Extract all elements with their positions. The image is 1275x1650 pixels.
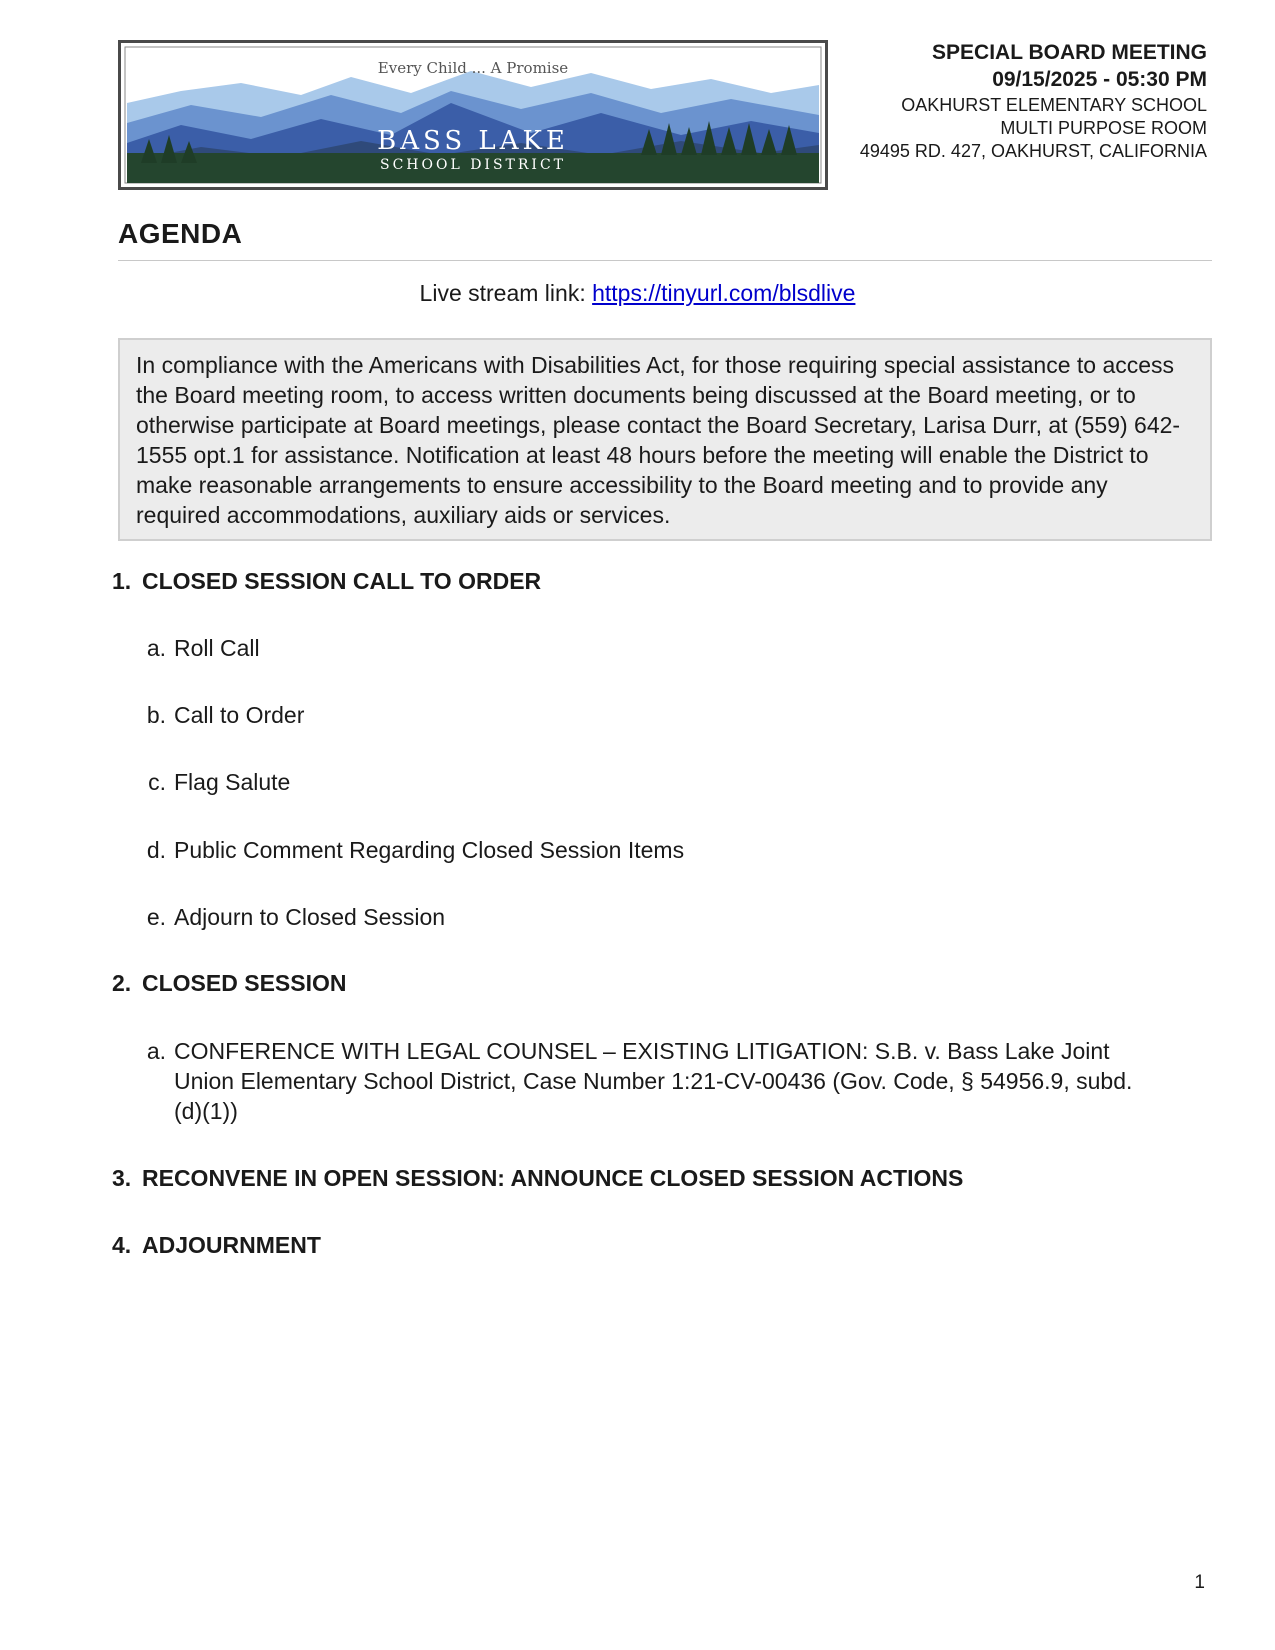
item-text: Flag Salute: [174, 769, 291, 795]
item-letter: a.: [146, 635, 166, 661]
live-stream-label: Live stream link:: [419, 280, 593, 306]
title-divider: [118, 260, 1212, 261]
meeting-address: 49495 RD. 427, OAKHURST, CALIFORNIA: [859, 140, 1207, 161]
meeting-info: [860, 40, 1207, 163]
agenda-item: [140, 902, 1164, 932]
section-number: 1.: [112, 568, 132, 594]
ada-notice: In compliance with the Americans with Disabilities Act, for those requiring special assistance to access the Board meeting room, to access written documents being discussed at the Board meeting, or to otherwise participate at Board meetings, please contact the Board Secretary, Larisa Durr, at (559) 642-1555 opt.1 for assistance. Notification at least 48 hours before the meeting will enable the District to make reasonable arrangements to ensure accessibility to the Board meeting and to provide any required accommodations, auxiliary aids or services.: [118, 338, 1212, 541]
agenda-item: [140, 767, 1164, 797]
meeting-datetime: 09/15/2025 - 05:30 PM: [992, 67, 1207, 91]
item-letter: e.: [146, 904, 166, 930]
item-letter: d.: [146, 837, 166, 863]
section-number: 3.: [112, 1165, 132, 1191]
agenda-item: [140, 700, 1164, 730]
district-logo: [118, 40, 828, 190]
agenda-section: [112, 970, 346, 997]
agenda-item: [140, 633, 1164, 663]
item-text: CONFERENCE WITH LEGAL COUNSEL – EXISTING LITIGATION: S.B. v. Bass Lake Joint Union Elementary School District, Case Number 1:21-CV-00436 (Gov. Code, § 54956.9, subd. (d)(1)): [174, 1038, 1133, 1124]
meeting-room: MULTI PURPOSE ROOM: [1000, 117, 1207, 138]
agenda-section: [112, 568, 541, 595]
live-stream-line: [0, 280, 1275, 307]
meeting-type: SPECIAL BOARD MEETING: [932, 41, 1207, 64]
section-title: RECONVENE IN OPEN SESSION: ANNOUNCE CLOSED SESSION ACTIONS: [142, 1165, 964, 1191]
item-letter: b.: [146, 702, 166, 728]
page-title: AGENDA: [118, 218, 243, 249]
section-title: ADJOURNMENT: [142, 1232, 321, 1258]
section-number: 2.: [112, 970, 132, 996]
section-number: 4.: [112, 1232, 132, 1258]
item-text: Adjourn to Closed Session: [174, 904, 446, 930]
item-letter: c.: [148, 769, 166, 795]
page-number: 1: [1194, 1572, 1205, 1593]
agenda-section: [112, 1232, 321, 1259]
item-text: Roll Call: [174, 635, 260, 661]
logo-subtitle: SCHOOL DISTRICT: [379, 157, 567, 173]
mountain-logo-graphic: [121, 43, 825, 187]
item-letter: a.: [146, 1038, 166, 1064]
item-text: Public Comment Regarding Closed Session Items: [174, 837, 685, 863]
agenda-item: [140, 1036, 1164, 1126]
section-title: CLOSED SESSION CALL TO ORDER: [142, 568, 542, 594]
logo-name: BASS LAKE: [377, 126, 569, 156]
agenda-section: [112, 1165, 963, 1192]
item-text: Call to Order: [174, 702, 305, 728]
meeting-location: OAKHURST ELEMENTARY SCHOOL: [901, 94, 1207, 115]
section-title: CLOSED SESSION: [142, 970, 347, 996]
agenda-item: [140, 835, 1164, 865]
live-stream-link[interactable]: https://tinyurl.com/blsdlive: [592, 280, 856, 306]
logo-tagline: Every Child ... A Promise: [377, 59, 569, 77]
